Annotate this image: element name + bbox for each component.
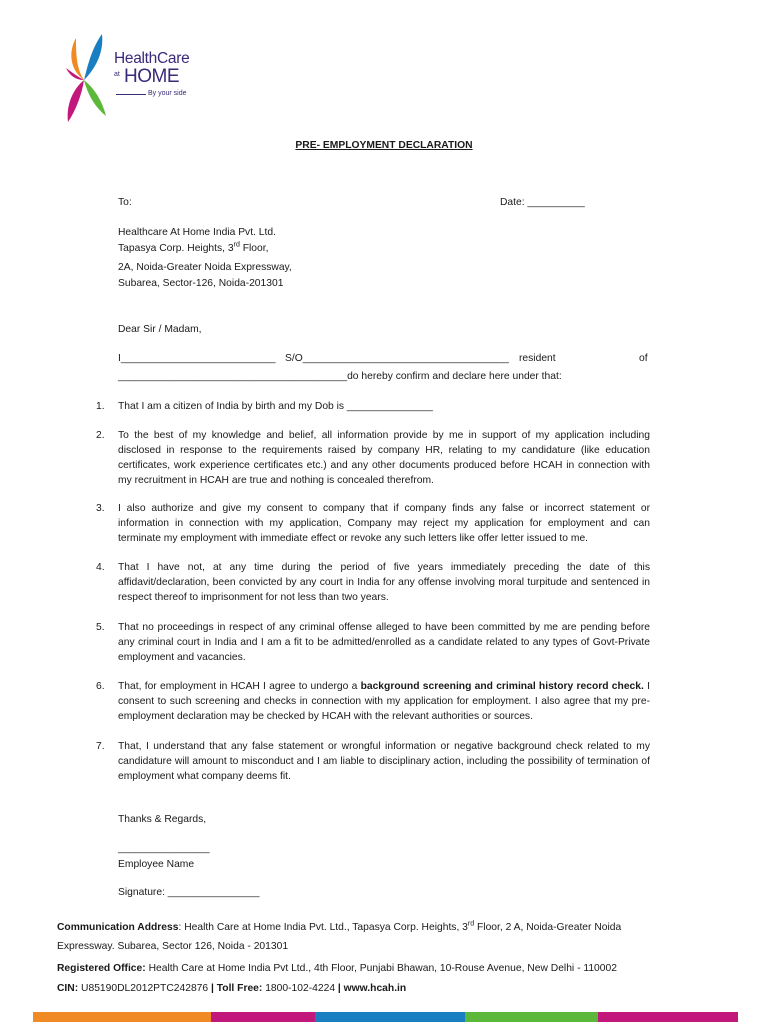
separator: |: [211, 983, 214, 994]
brand-rule: [116, 94, 146, 95]
footer-label: CIN:: [57, 983, 79, 994]
footer-bar-orange: [33, 1012, 211, 1022]
footer-text: : Health Care at Home India Pvt. Ltd., Tapasya Corp. Heights, 3rd Floor, 2 A, Noida-Greater Noida: [178, 920, 622, 933]
brand-name-line1: HealthCare: [114, 50, 190, 67]
address-line-1: Healthcare At Home India Pvt. Ltd.: [118, 227, 276, 238]
of-label: of: [639, 353, 648, 364]
point-text: To the best of my knowledge and belief, all information provide by me in support of my application including disclosed in response to the requirements raised by company HR, relating to my candidature (like education certificates, work experience certificates etc.) and any other documents produced before HCAH in connection with my recruitment in HCAH are true and nothing is concealed therefrom.: [118, 430, 650, 486]
point-number: 4.: [96, 562, 105, 573]
address-line-3: 2A, Noida-Greater Noida Expressway,: [118, 262, 292, 273]
closing: Thanks & Regards,: [118, 814, 207, 825]
point-text: That I am a citizen of India by birth and my Dob is _______________: [118, 401, 433, 412]
footer-label: Toll Free:: [213, 983, 263, 994]
date-field: Date: __________: [500, 197, 585, 208]
footer-bar-green: [465, 1012, 598, 1022]
footer-bar-blue: [315, 1012, 465, 1022]
point-text: That, I understand that any false statement or wrongful information or negative background check related to my candidature will amount to misconduct and I am liable to disciplinary action, including the possibility of termination of employment what company deems fit.: [118, 741, 650, 782]
signature-line: ________________: [118, 843, 210, 854]
point-number: 5.: [96, 622, 105, 633]
point-text: That no proceedings in respect of any criminal offense alleged to have been committed by me are pending before any criminal court in India and I am a fit to be admitted/enrolled as a candidate related to any types of Govt-Private employment and vacancies.: [118, 622, 650, 663]
brand-tagline: By your side: [148, 90, 187, 97]
address-line-4: Subarea, Sector-126, Noida-201301: [118, 278, 284, 289]
point-text: I also authorize and give my consent to company that if company finds any false or incorrect statement or information in connection with my application, Company may reject my application for employment and can terminate my employment with immediate effect or revoke any such letters like offer letter issued to me.: [118, 503, 650, 544]
employee-name-label: Employee Name: [118, 859, 195, 870]
point-text-part: I consent to such screening and checks in connection with my application for employment. I also agree that my pre-employment declaration may be checked by HCAH with the relevant authorities or sources.: [118, 681, 650, 722]
footer-text: Health Care at Home India Pvt Ltd., 4th Floor, Punjabi Bhawan, 10-Rouse Avenue, New Delhi - 110002: [145, 963, 617, 974]
declarant-name-blank: I___________________________: [118, 353, 276, 364]
separator: |: [337, 983, 341, 994]
footer-label: Communication Address: [57, 922, 179, 933]
address-line-2: Tapasya Corp. Heights, 3rd Floor,: [118, 241, 269, 254]
declaration-intro: ________________________________________do hereby confirm and declare here under that:: [118, 371, 562, 382]
point-text: [118, 679, 650, 724]
footer-bar-magenta-2: [598, 1012, 738, 1022]
cin-value: U85190DL2012PTC242876: [78, 983, 211, 994]
point-text: That I have not, at any time during the period of five years immediately preceding the date of this affidavit/declaration, been convicted by any court in India for any offense involving moral turpitude and sentenced in respect thereof to imprisonment for not less than two years.: [118, 562, 650, 603]
point-number: 6.: [96, 681, 105, 692]
point-text-part: That, for employment in HCAH I agree to undergo a: [118, 681, 361, 692]
point-number: 3.: [96, 503, 105, 514]
point-number: 1.: [96, 401, 105, 412]
company-logo: [62, 30, 212, 125]
point-text-bold: background screening and criminal history record check.: [360, 681, 644, 692]
point-number: 2.: [96, 430, 105, 441]
footer-label: Registered Office:: [57, 963, 146, 974]
brand-name-at: at: [114, 71, 120, 78]
footer-cin-line: [57, 981, 697, 996]
to-label: To:: [118, 197, 132, 208]
logo-emblem-icon: [62, 30, 114, 125]
footer-registered-office: [57, 961, 697, 976]
footer-communication-address: [57, 920, 697, 935]
parent-name-blank: S/O____________________________________: [285, 353, 509, 364]
brand-name-line2: HOME: [124, 66, 179, 87]
resident-label: resident: [519, 353, 556, 364]
website-link[interactable]: www.hcah.in: [340, 983, 407, 994]
salutation: Dear Sir / Madam,: [118, 324, 202, 335]
signature-field: Signature: ________________: [118, 887, 260, 898]
document-title: PRE- EMPLOYMENT DECLARATION: [295, 140, 473, 151]
footer-bar-magenta: [211, 1012, 315, 1022]
point-number: 7.: [96, 741, 105, 752]
footer-communication-address-cont: Expressway. Subarea, Sector 126, Noida - 201301: [57, 941, 289, 952]
tollfree-value: 1800-102-4224: [262, 983, 338, 994]
